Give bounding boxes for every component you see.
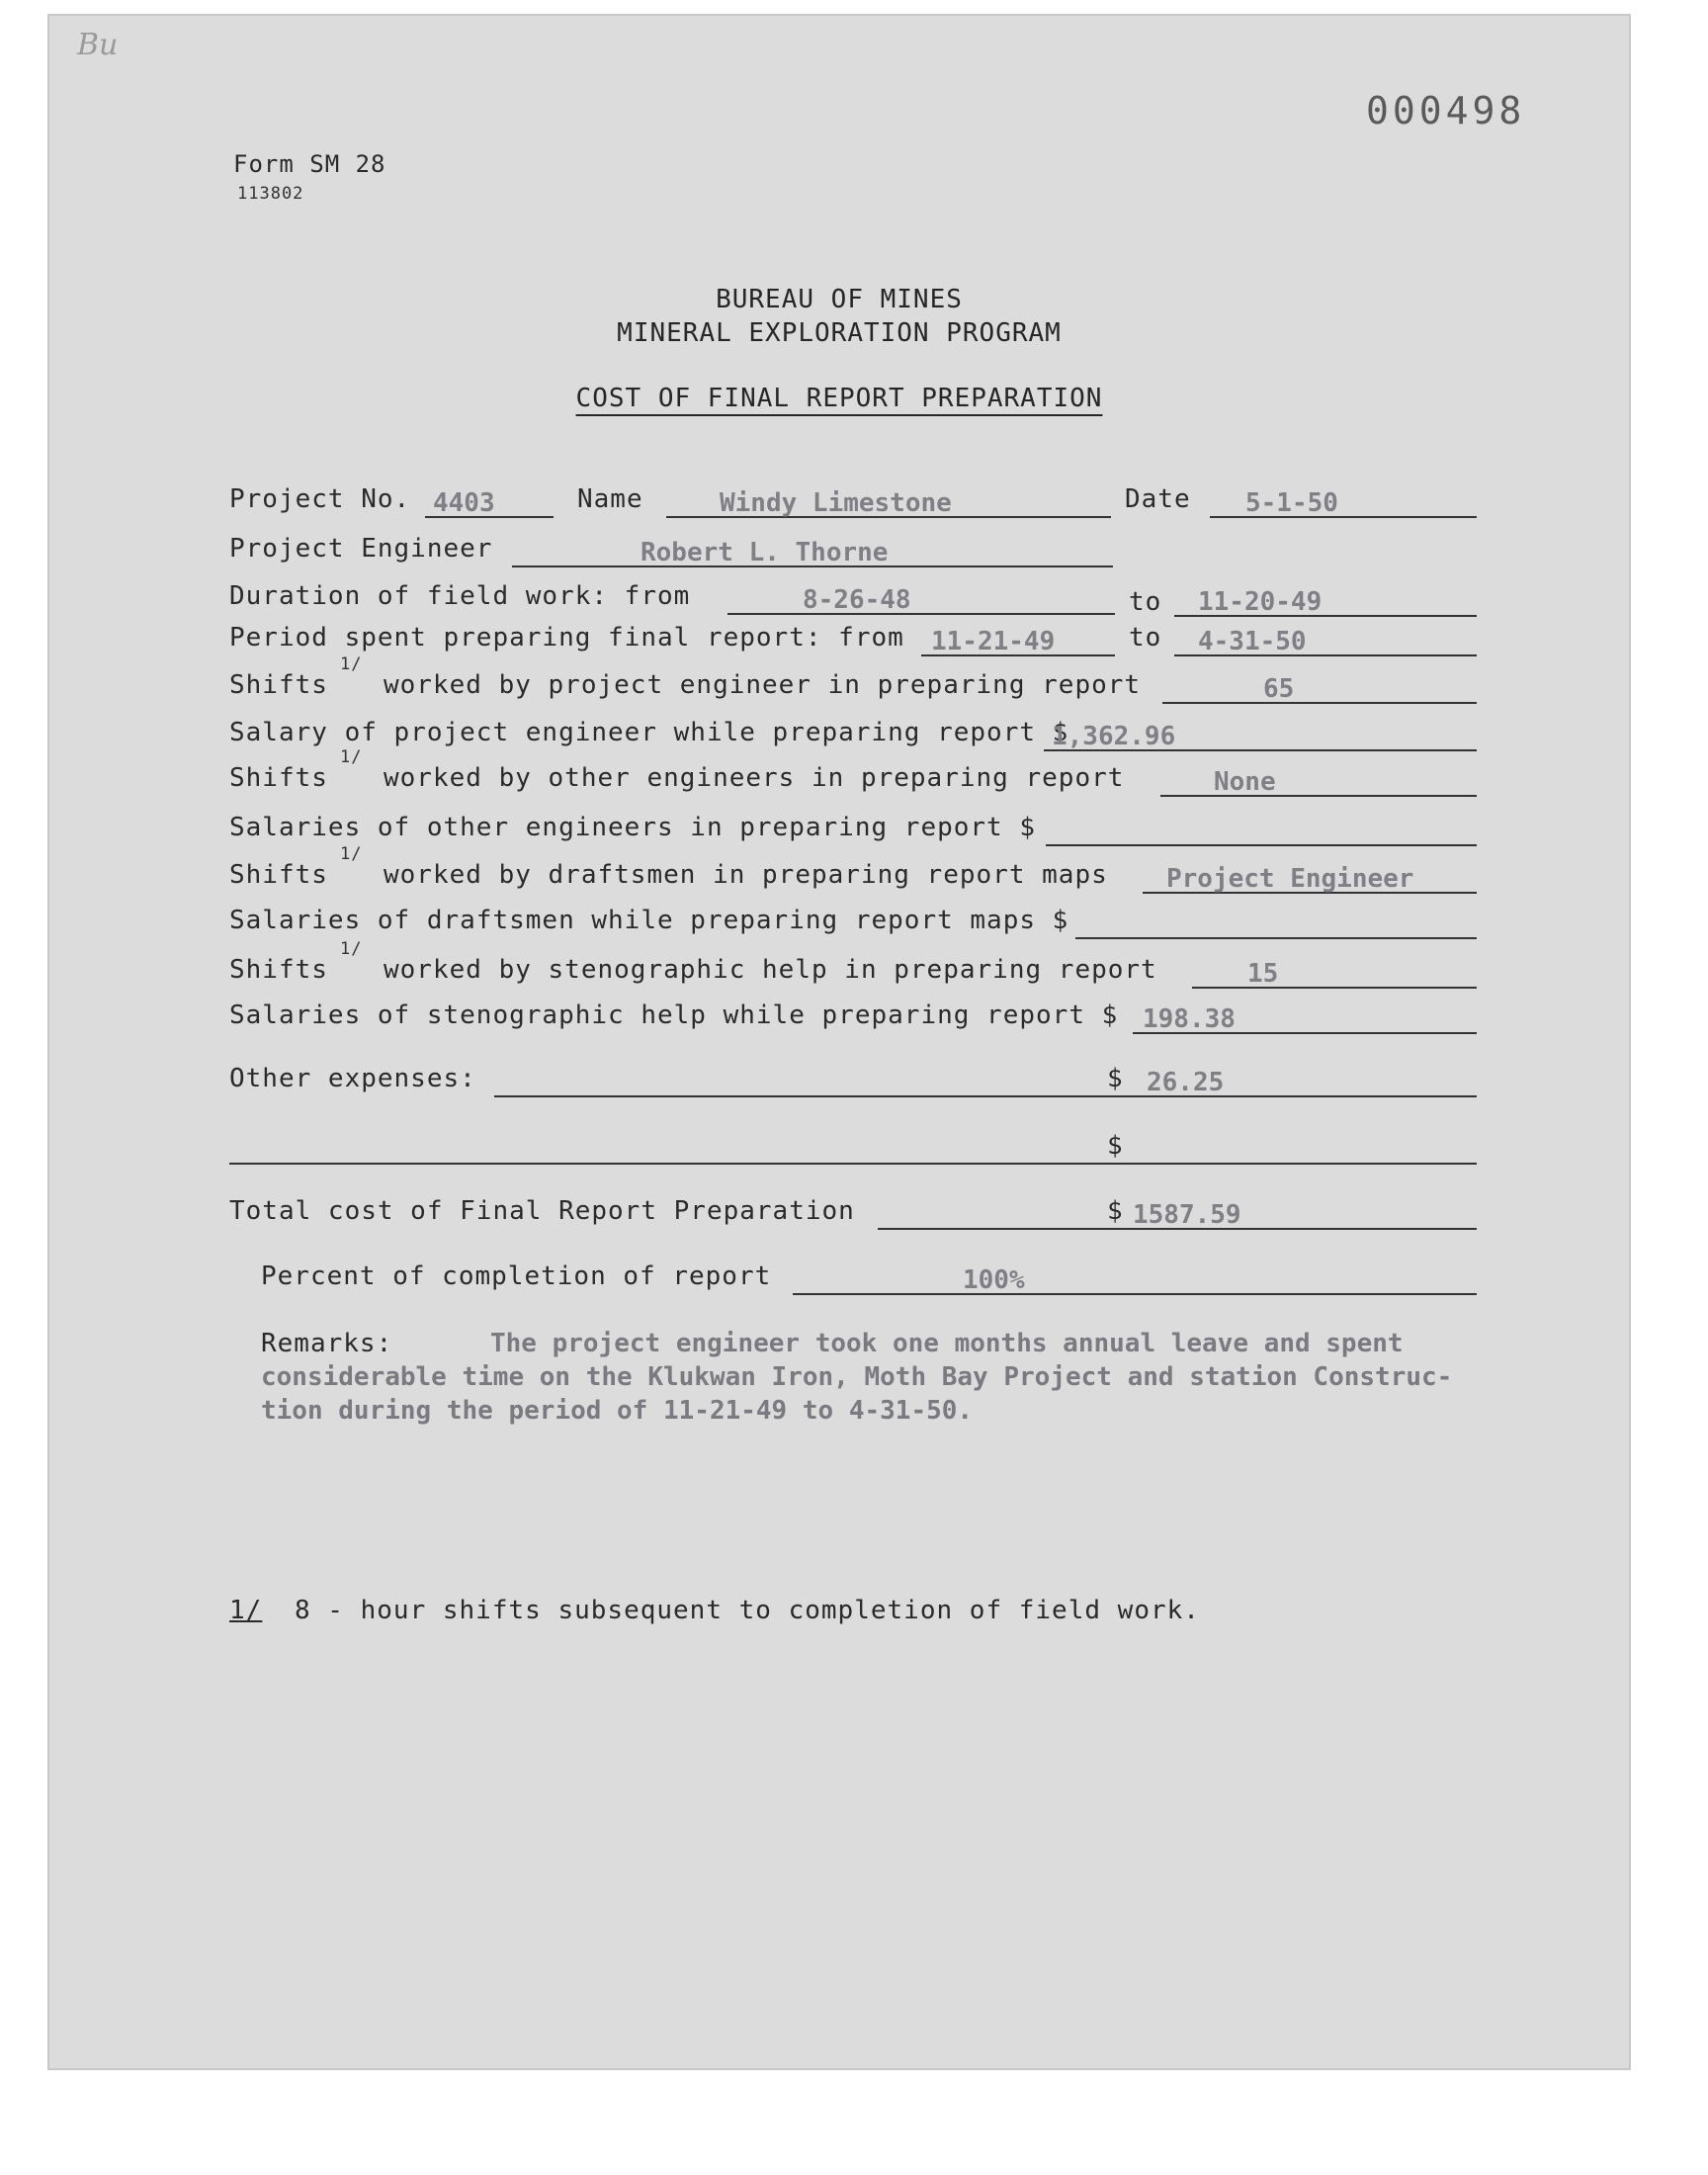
project-no-value: 4403 <box>433 488 495 518</box>
footnote-ref: 1/ <box>340 654 363 674</box>
other-expenses-label: Other expenses: <box>229 1064 476 1093</box>
shifts-draft-label: Shifts <box>229 860 328 890</box>
footnote-mark: 1/ <box>229 1596 263 1625</box>
document-sheet <box>47 14 1631 2070</box>
form-sub-number: 113802 <box>237 184 304 204</box>
salary-pe-label: Salary of project engineer while preparing report $ <box>229 718 1069 747</box>
shifts-pe-line <box>1162 702 1477 704</box>
total-dollar: $ <box>1107 1196 1124 1226</box>
percent-line <box>793 1293 1477 1295</box>
salaries-draft-label: Salaries of draftsmen while preparing report maps $ <box>229 906 1069 935</box>
remarks-line-3: tion during the period of 11-21-49 to 4-31-50. <box>261 1396 974 1426</box>
duration-to-label: to <box>1129 587 1162 617</box>
duration-from-line <box>727 613 1115 615</box>
form-label: Form SM 28 <box>233 150 386 178</box>
salaries-steno-value: 198.38 <box>1143 1004 1236 1034</box>
duration-to-value: 11-20-49 <box>1198 587 1323 617</box>
shifts-other-label: Shifts <box>229 763 328 793</box>
period-from-value: 11-21-49 <box>931 627 1056 656</box>
name-label: Name <box>577 484 643 514</box>
shifts-draft-text: worked by draftsmen in preparing report maps <box>384 860 1108 890</box>
project-no-label: Project No. <box>229 484 411 514</box>
shifts-pe-label: Shifts <box>229 670 328 700</box>
shifts-steno-label: Shifts <box>229 955 328 985</box>
corner-scribble: Bu <box>77 28 119 62</box>
shifts-other-text: worked by other engineers in preparing report <box>384 763 1125 793</box>
document-number-stamp: 000498 <box>1366 89 1526 132</box>
other-expenses-dollar: $ <box>1107 1064 1124 1093</box>
footnote-ref: 1/ <box>340 747 363 767</box>
footnote-ref: 1/ <box>340 844 363 864</box>
salaries-draft-line <box>1075 937 1477 939</box>
remarks-label: Remarks: <box>261 1329 393 1358</box>
shifts-steno-value: 15 <box>1247 959 1279 989</box>
engineer-label: Project Engineer <box>229 534 493 564</box>
percent-value: 100% <box>963 1265 1025 1295</box>
name-value: Windy Limestone <box>720 488 952 518</box>
header-program: MINERAL EXPLORATION PROGRAM <box>617 318 1062 348</box>
engineer-value: Robert L. Thorne <box>640 538 889 567</box>
remarks-line-1: The project engineer took one months annual leave and spent <box>490 1329 1404 1358</box>
duration-from-value: 8-26-48 <box>803 585 911 615</box>
percent-label: Percent of completion of report <box>261 1262 772 1291</box>
shifts-steno-line <box>1192 987 1477 989</box>
other-expenses-dollar-2: $ <box>1107 1131 1124 1161</box>
remarks-line-2: considerable time on the Klukwan Iron, Moth Bay Project and station Construc- <box>261 1362 1453 1392</box>
period-to-label: to <box>1129 623 1162 652</box>
period-label: Period spent preparing final report: from <box>229 623 904 652</box>
shifts-other-line <box>1160 795 1477 797</box>
shifts-steno-text: worked by stenographic help in preparing report <box>384 955 1157 985</box>
salaries-steno-label: Salaries of stenographic help while preparing report $ <box>229 1000 1119 1030</box>
date-label: Date <box>1125 484 1191 514</box>
duration-label: Duration of field work: from <box>229 581 691 611</box>
period-to-value: 4-31-50 <box>1198 627 1307 656</box>
date-value: 5-1-50 <box>1245 488 1338 518</box>
form-title: COST OF FINAL REPORT PREPARATION <box>575 384 1103 413</box>
total-value: 1587.59 <box>1133 1200 1241 1230</box>
salaries-other-label: Salaries of other engineers in preparing report $ <box>229 813 1037 842</box>
header-bureau: BUREAU OF MINES <box>716 285 963 314</box>
other-expenses-line <box>494 1095 1477 1097</box>
footnote-ref: 1/ <box>340 939 363 959</box>
other-expenses-line-2 <box>229 1163 1477 1165</box>
shifts-draft-value: Project Engineer <box>1166 864 1414 894</box>
shifts-pe-value: 65 <box>1263 674 1295 704</box>
total-label: Total cost of Final Report Preparation <box>229 1196 855 1226</box>
salary-pe-value: 1,362.96 <box>1052 722 1176 751</box>
shifts-pe-text: worked by project engineer in preparing report <box>384 670 1142 700</box>
shifts-other-value: None <box>1214 767 1276 797</box>
salaries-other-line <box>1046 844 1477 846</box>
other-expenses-value: 26.25 <box>1147 1068 1225 1097</box>
footnote-text: 8 - hour shifts subsequent to completion of field work. <box>295 1596 1200 1625</box>
